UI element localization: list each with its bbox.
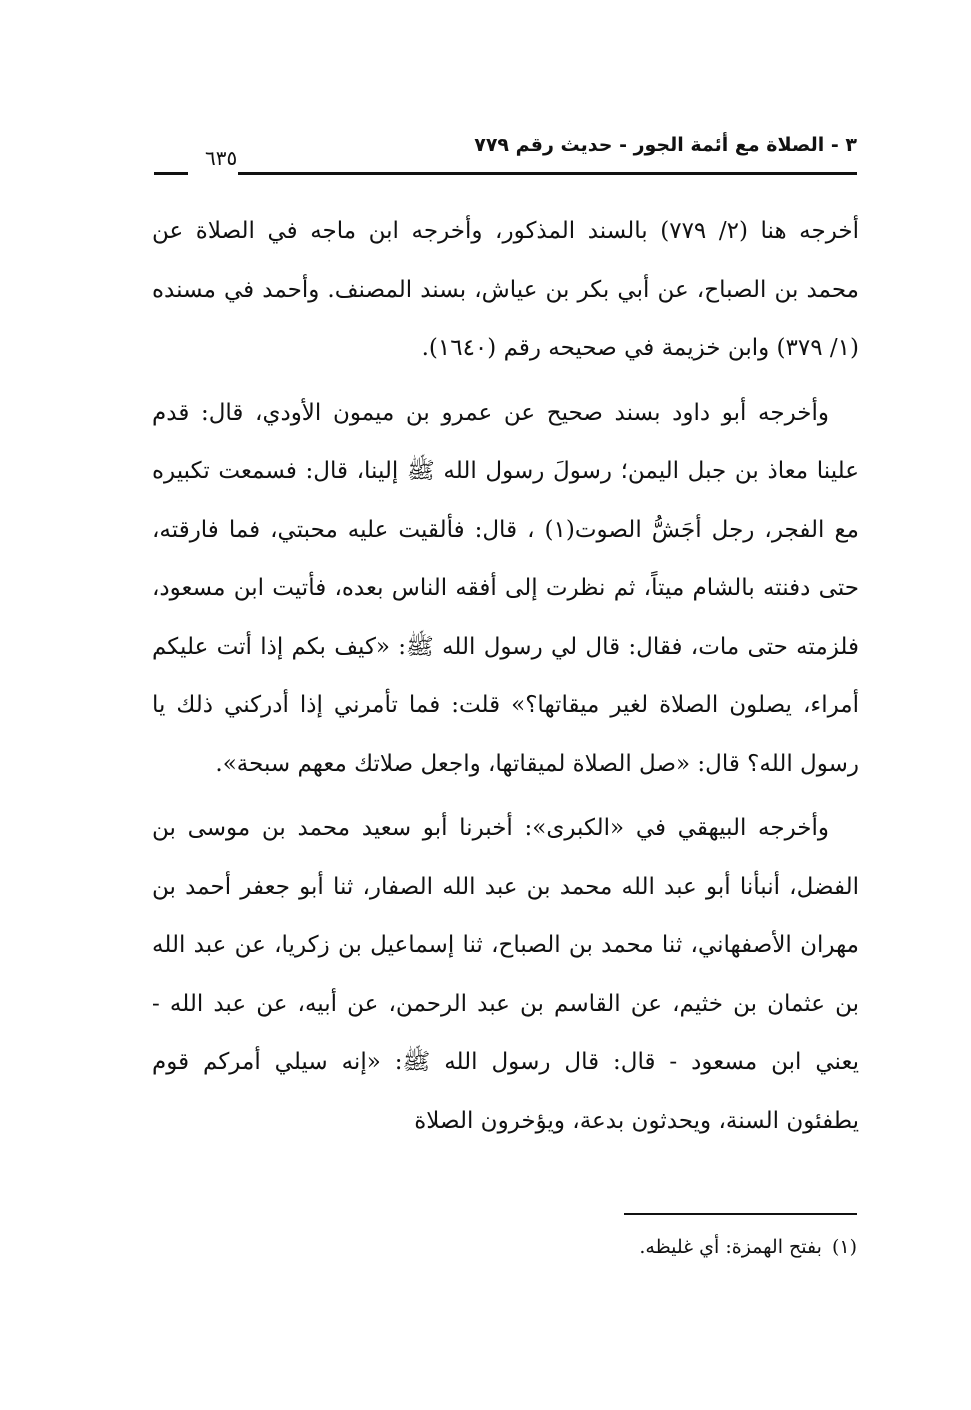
header-title: ٣ - الصلاة مع أئمة الجور - حديث رقم ٧٧٩ [474,134,857,156]
paragraph-3: وأخرجه البيهقي في «الكبرى»: أخبرنا أبو سعيد محمد بن موسى بن الفضل، أنبأنا أبو عبد الله محمد بن عبد الله الصفار، ثنا أبو جعفر أحمد بن مهران الأصفهاني، ثنا محمد بن الصباح، ثنا إسماعيل بن زكريا، عن عبد الله بن عثمان بن خثيم، عن القاسم بن عبد الرحمن، عن أبيه، عن عبد الله - يعني ابن مسعود - قال: قال رسول الله ﷺ: «إنه سيلي أمركم قوم يطفئون السنة، ويحدثون بدعة، ويؤخرون الصلاة [152,815,859,1134]
footnote [157,1232,857,1262]
header-rule [238,172,857,175]
footnote-separator [624,1213,857,1215]
running-header [150,128,857,176]
page-number-dash [154,172,188,175]
page-number: ٦٣٥ [205,146,238,170]
footnote-number: (١) [831,1236,857,1258]
main-text [152,202,859,1156]
paragraph-1: أخرجه هنا (٢/ ٧٧٩) بالسند المذكور، وأخرجه ابن ماجه في الصلاة عن محمد بن الصباح، عن أبي بكر بن عياش، بسند المصنف. وأحمد في مسنده (١/ ٣٧٩) وابن خزيمة في صحيحه رقم (١٦٤٠). [152,218,859,361]
footnote-text: بفتح الهمزة: أي غليظه. [639,1236,822,1258]
paragraph-2: وأخرجه أبو داود بسند صحيح عن عمرو بن ميمون الأودي، قال: قدم علينا معاذ بن جبل اليمن؛ رسولَ رسول الله ﷺ إلينا، قال: فسمعت تكبيره مع الفجر، رجل أجَشُّ الصوت(١) ، قال: فألقيت عليه محبتي، فما فارقته، حتى دفنته بالشام ميتاً، ثم نظرت إلى أفقه الناس بعده، فأتيت ابن مسعود، فلزمته حتى مات، فقال: قال لي رسول الله ﷺ: «كيف بكم إذا أتت عليكم أمراء، يصلون الصلاة لغير ميقاتها؟» قلت: فما تأمرني إذا أدركني ذلك يا رسول الله؟ قال: «صل الصلاة لميقاتها، واجعل صلاتك معهم سبحة». [152,399,860,777]
